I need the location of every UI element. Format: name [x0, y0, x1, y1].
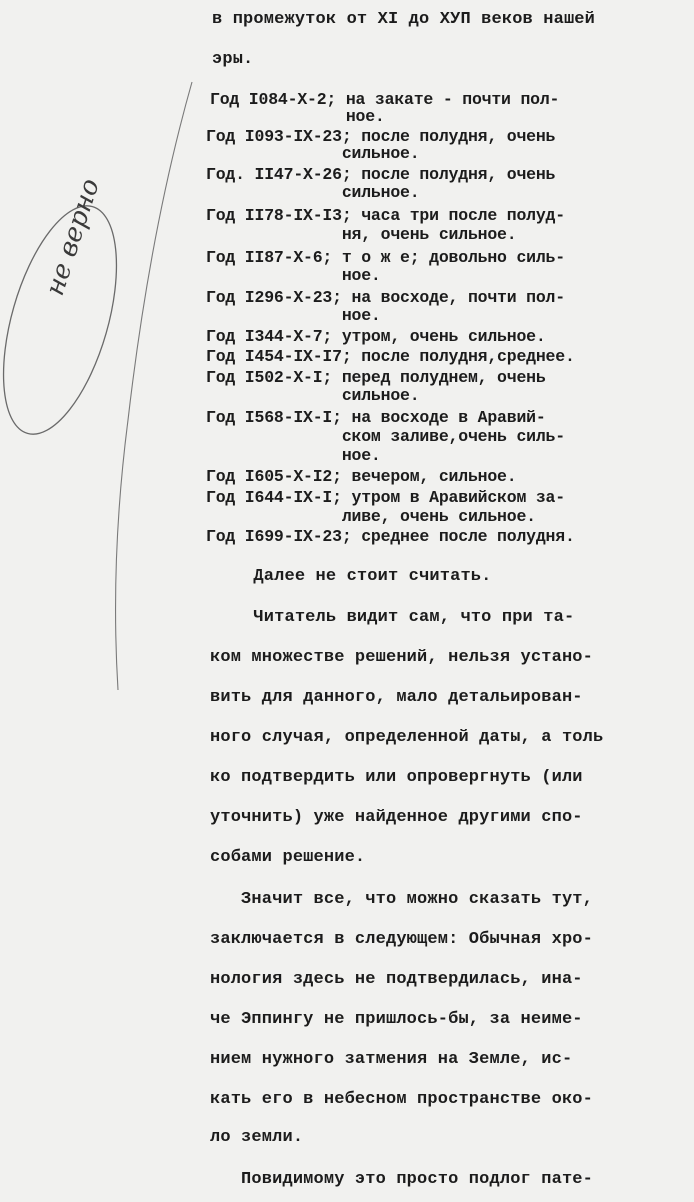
- table-row: ском заливе,очень силь-: [206, 427, 565, 446]
- margin-note: не верно: [40, 175, 106, 300]
- margin-arc-line: [116, 82, 192, 690]
- top-line: эры.: [212, 50, 254, 69]
- table-row: Год I296-X-23; на восходе, почти пол-: [206, 288, 565, 307]
- table-row: ня, очень сильное.: [206, 225, 517, 244]
- table-row: Год I502-X-I; перед полуднем, очень: [206, 368, 546, 387]
- table-row: ное.: [206, 306, 381, 325]
- table-row: Год I644-IX-I; утром в Аравийском за-: [206, 488, 565, 507]
- table-row: сильное.: [206, 386, 420, 405]
- table-row: Год I084-X-2; на закате - почти пол-: [210, 90, 560, 109]
- paragraph-line: ком множестве решений, нельзя устано-: [210, 648, 594, 667]
- paragraph-line: собами решение.: [210, 848, 366, 867]
- paragraph-line: нология здесь не подтвердилась, ина-: [210, 970, 583, 989]
- table-row: Год II87-X-6; т о ж е; довольно силь-: [206, 248, 565, 267]
- paragraph-line: ко подтвердить или опровергнуть (или: [210, 768, 583, 787]
- paragraph-line: Значит все, что можно сказать тут,: [210, 890, 594, 909]
- paragraph-line: заключается в следующем: Обычная хро-: [210, 930, 594, 949]
- table-row: ливе, очень сильное.: [206, 507, 536, 526]
- table-row: ное.: [206, 446, 381, 465]
- paragraph-line: Повидимому это просто подлог пате-: [210, 1170, 594, 1189]
- table-row: сильное.: [206, 144, 420, 163]
- table-row: сильное.: [206, 183, 420, 202]
- table-row: Год I605-X-I2; вечером, сильное.: [206, 467, 517, 486]
- table-row: Год I093-IX-23; после полудня, очень: [206, 127, 556, 146]
- table-row: Год II78-IX-I3; часа три после полуд-: [206, 206, 565, 225]
- table-row: ное.: [210, 107, 385, 126]
- paragraph-line: вить для данного, мало детальирован-: [210, 688, 583, 707]
- table-row: Год I699-IX-23; среднее после полудня.: [206, 527, 575, 546]
- top-line: в промежуток от XI до ХУП веков нашей: [212, 10, 596, 29]
- table-row: Год. II47-X-26; после полудня, очень: [206, 165, 556, 184]
- paragraph-line: нием нужного затмения на Земле, ис-: [210, 1050, 573, 1069]
- paragraph-line: ло земли.: [210, 1128, 304, 1147]
- paragraph-line: уточнить) уже найденное другими спо-: [210, 808, 583, 827]
- table-row: Год I454-IX-I7; после полудня,среднее.: [206, 347, 575, 366]
- paragraph-line: че Эппингу не пришлось-бы, за неиме-: [210, 1010, 583, 1029]
- table-row: Год I568-IX-I; на восходе в Аравий-: [206, 408, 546, 427]
- table-row: Год I344-X-7; утром, очень сильное.: [206, 327, 546, 346]
- paragraph-line: Далее не стоит считать.: [212, 567, 492, 586]
- paragraph-line: кать его в небесном пространстве око-: [210, 1090, 594, 1109]
- table-row: ное.: [206, 266, 381, 285]
- paragraph-line: ного случая, определенной даты, а толь: [210, 728, 604, 747]
- paragraph-line: Читатель видит сам, что при та-: [212, 608, 575, 627]
